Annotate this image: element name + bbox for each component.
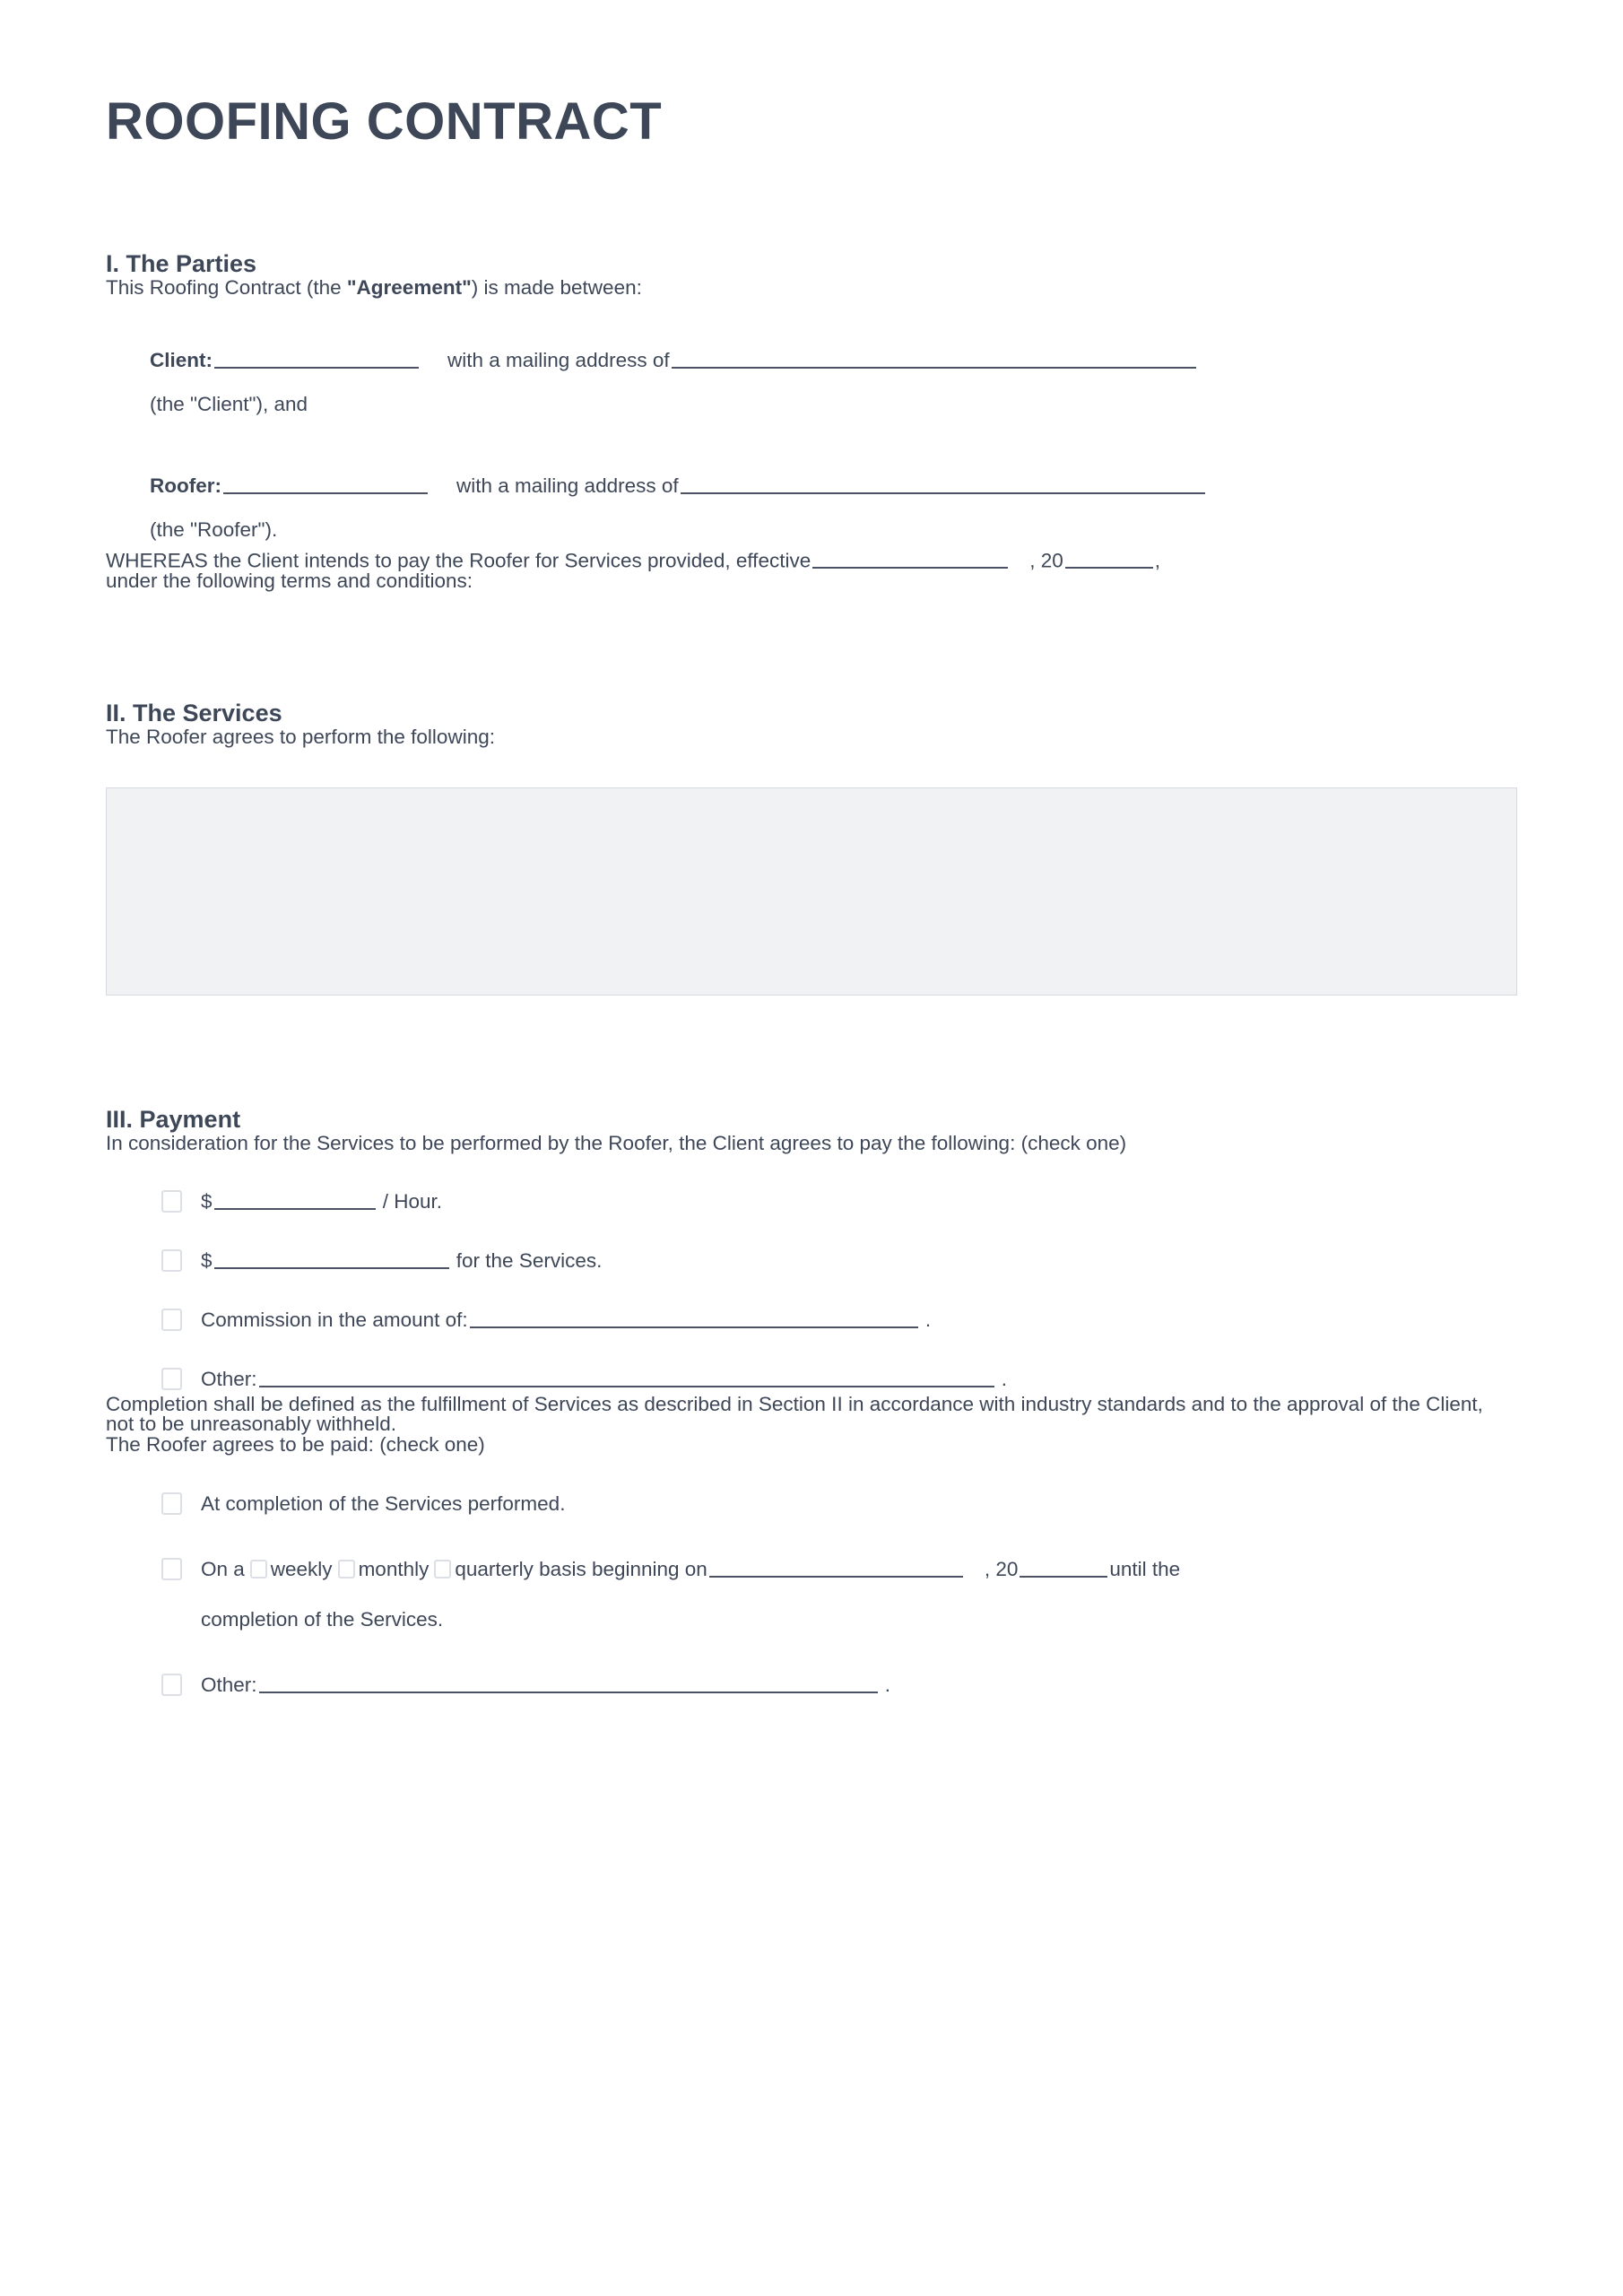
completion-definition-paragraph: Completion shall be defined as the fulfillment of Services as described in Section II in accordance with industry standards and to the approval of the Client, not to be unreasonably withheld. (106, 1392, 1483, 1436)
parties-intro-after: ) is made between: (471, 276, 642, 300)
services-description-textarea[interactable] (106, 787, 1517, 996)
commission-suffix: . (924, 1308, 932, 1331)
payment-other-suffix: . (1001, 1367, 1008, 1390)
flat-fee-amount-blank[interactable] (214, 1248, 449, 1268)
client-name-blank[interactable] (214, 347, 419, 368)
roofer-sub-label: (the "Roofer"). (150, 517, 278, 541)
hourly-suffix: / Hour. (382, 1189, 443, 1213)
parties-intro-before: This Roofing Contract (the (106, 276, 347, 300)
checkbox-quarterly[interactable] (434, 1560, 451, 1578)
roofer-name-blank[interactable] (223, 473, 428, 493)
section-heading-parties: I. The Parties (106, 249, 257, 277)
section-heading-payment: III. Payment (106, 1105, 241, 1133)
services-intro-paragraph: The Roofer agrees to perform the following: (106, 726, 495, 749)
payment-option-commission-label (201, 1305, 931, 1335)
whereas-paragraph (106, 548, 1517, 591)
payment-option-other-label (201, 1364, 1007, 1395)
checkbox-at-completion[interactable] (161, 1492, 182, 1515)
page-title: ROOFING CONTRACT (106, 92, 663, 151)
roofer-mailing-label: with a mailing address of (456, 474, 679, 497)
flat-fee-prefix: $ (201, 1248, 213, 1272)
agreement-term: "Agreement" (346, 276, 472, 300)
whereas-year-label: , 20 (1029, 549, 1063, 572)
paid-option-other[interactable] (106, 1670, 1517, 1700)
checkbox-flat-fee[interactable] (161, 1249, 182, 1272)
whereas-text-before: WHEREAS the Client intends to pay the Roofer for Services provided, effective (106, 549, 812, 572)
paid-option-at-completion-label: At completion of the Services performed. (201, 1492, 566, 1516)
roofer-address-blank[interactable] (681, 473, 1205, 493)
parties-intro-paragraph (106, 278, 1517, 299)
quarterly-label: quarterly (455, 1558, 534, 1581)
payment-option-flat-fee-label (201, 1246, 602, 1276)
commission-prefix: Commission in the amount of: (201, 1308, 468, 1331)
paid-schedule-options-list (106, 1489, 1517, 1700)
client-sub-label: (the "Client"), and (150, 392, 308, 415)
payment-options-list (106, 1187, 1517, 1395)
checkbox-paid-other[interactable] (161, 1674, 182, 1696)
paid-option-other-label (201, 1670, 890, 1700)
hourly-rate-blank[interactable] (214, 1188, 376, 1209)
hourly-prefix: $ (201, 1189, 213, 1213)
effective-date-blank[interactable] (812, 548, 1008, 569)
client-block (106, 335, 1517, 422)
commission-amount-blank[interactable] (470, 1307, 918, 1327)
client-address-blank[interactable] (672, 347, 1196, 368)
recurring-year-blank[interactable] (1020, 1557, 1107, 1578)
client-mailing-label: with a mailing address of (447, 348, 670, 371)
paid-other-prefix: Other: (201, 1674, 257, 1697)
payment-other-blank[interactable] (259, 1366, 994, 1387)
recurring-prefix: On a (201, 1558, 245, 1581)
recurring-begin-date-blank[interactable] (709, 1557, 963, 1578)
recurring-line-two: completion of the Services. (201, 1608, 444, 1631)
weekly-label: weekly (270, 1558, 333, 1581)
client-row (106, 335, 1517, 387)
checkbox-recurring[interactable] (161, 1558, 182, 1580)
roofer-row (106, 460, 1517, 512)
checkbox-payment-other[interactable] (161, 1368, 182, 1390)
payment-option-hourly[interactable] (106, 1187, 1517, 1217)
recurring-year-label: , 20 (984, 1558, 1019, 1581)
payment-option-hourly-label (201, 1187, 442, 1217)
payment-option-commission[interactable] (106, 1305, 1517, 1335)
paid-other-blank[interactable] (259, 1673, 878, 1693)
payment-option-flat-fee[interactable] (106, 1246, 1517, 1276)
checkbox-monthly[interactable] (338, 1560, 355, 1578)
paid-option-recurring[interactable] (106, 1544, 1517, 1645)
checkbox-hourly[interactable] (161, 1190, 182, 1213)
client-label: Client: (150, 348, 213, 371)
whereas-trailing-comma: , (1154, 549, 1161, 572)
checkbox-commission[interactable] (161, 1309, 182, 1331)
monthly-label: monthly (358, 1558, 430, 1581)
roofer-label: Roofer: (150, 474, 221, 497)
flat-fee-suffix: for the Services. (456, 1248, 603, 1272)
section-heading-services: II. The Services (106, 700, 282, 727)
recurring-mid-text: basis beginning on (539, 1558, 707, 1581)
payment-other-prefix: Other: (201, 1367, 257, 1390)
payment-option-other[interactable] (106, 1364, 1517, 1395)
payment-intro-paragraph: In consideration for the Services to be performed by the Roofer, the Client agrees to pay the following: (check one) (106, 1132, 1127, 1155)
checkbox-weekly[interactable] (250, 1560, 267, 1578)
paid-option-at-completion[interactable] (106, 1489, 1517, 1519)
paid-option-recurring-label (201, 1544, 1180, 1645)
roofer-block (106, 460, 1517, 548)
paid-schedule-intro: The Roofer agrees to be paid: (check one) (106, 1432, 485, 1456)
whereas-line-two: under the following terms and conditions: (106, 569, 473, 592)
recurring-until-text: until the (1109, 1558, 1181, 1581)
effective-year-blank[interactable] (1065, 548, 1153, 569)
paid-other-suffix: . (884, 1674, 891, 1697)
